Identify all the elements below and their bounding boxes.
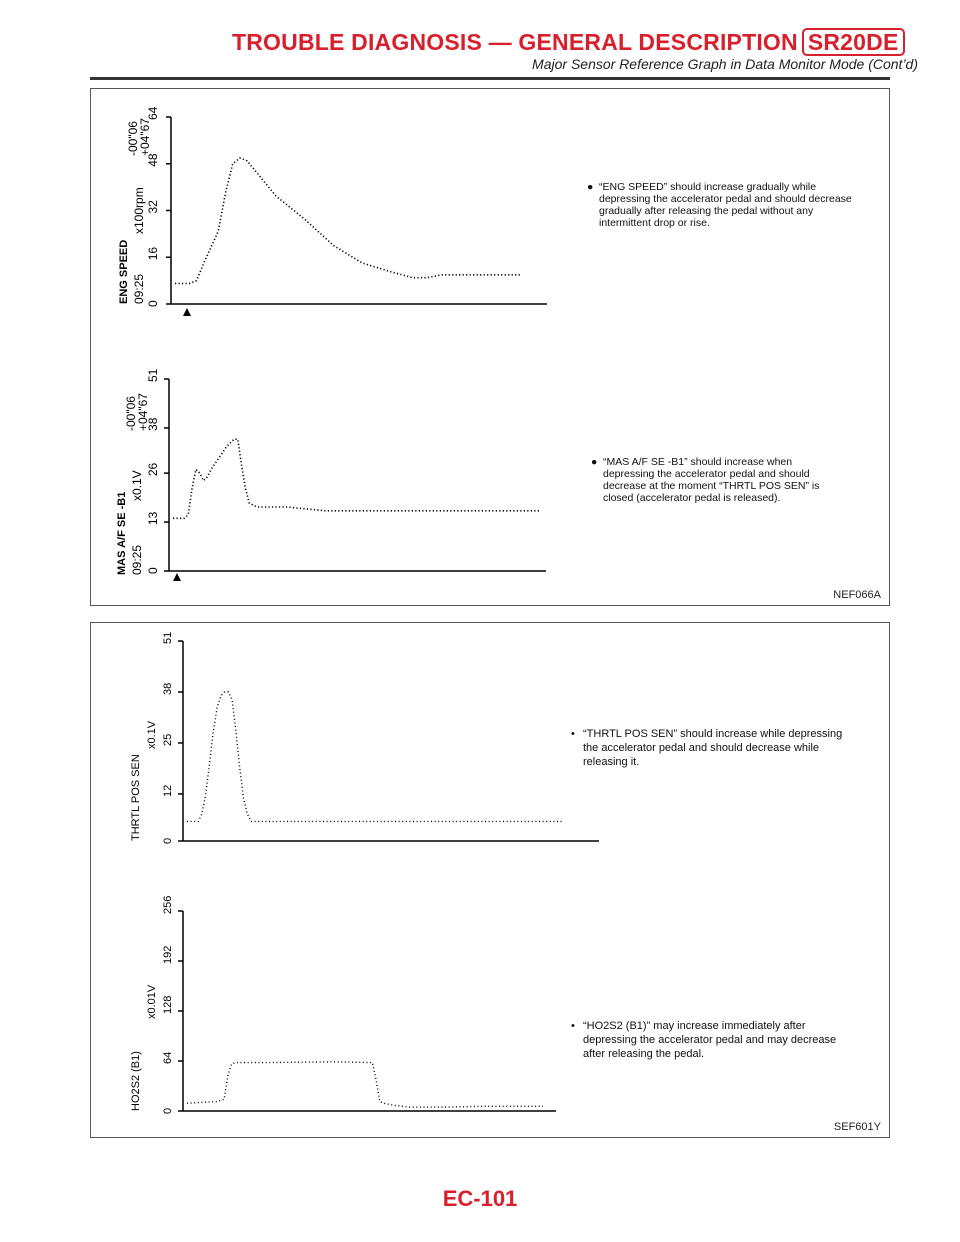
- y-tick-label: 48: [146, 153, 160, 167]
- throttle-name: THRTL POS SEN: [130, 754, 142, 841]
- y-tick-label: 0: [162, 1107, 174, 1114]
- model-badge: SR20DE: [802, 28, 905, 56]
- panel-2-graphs: [91, 623, 891, 1139]
- y-tick-label: 16: [146, 246, 160, 261]
- y-tick-label: 128: [162, 995, 174, 1014]
- graph-panel-nef066a: [90, 88, 890, 606]
- y-tick-label: 38: [162, 682, 174, 695]
- eng-speed-time-marker: [183, 308, 191, 316]
- bullet-icon: ●: [591, 456, 598, 468]
- maf-labels: [116, 368, 160, 575]
- maf-name: MAS A/F SE -B1: [116, 491, 128, 575]
- throttle-graph: [130, 632, 599, 844]
- bullet-icon: ●: [587, 181, 594, 193]
- ho2s2-trace: [187, 1062, 543, 1107]
- bullet-icon: •: [571, 728, 575, 740]
- ho2s2-labels: [130, 896, 174, 1114]
- throttle-labels: [130, 632, 174, 844]
- bullet-icon: •: [571, 1020, 575, 1032]
- eng-speed-name: ENG SPEED: [118, 239, 130, 304]
- section-title: TROUBLE DIAGNOSIS — GENERAL DESCRIPTION SR20DE: [232, 28, 905, 56]
- throttle-note: • “THRTL POS SEN” should increase while depressing the accelerator pedal and should decrease while releasing it.: [571, 728, 843, 768]
- maf-note: ● “MAS A/F SE -B1” should increase when depressing the accelerator pedal and should decrease at the moment “THRTL POS SEN” is closed (accelerator pedal is released).: [591, 456, 820, 504]
- y-tick-label: 0: [162, 837, 174, 844]
- maf-time-marker: [173, 573, 181, 581]
- y-tick-label: 64: [146, 106, 160, 120]
- eng-speed-trace: [175, 158, 521, 284]
- page-number: EC-101: [442, 1186, 518, 1211]
- ho2s2-graph: [130, 896, 556, 1114]
- section-subtitle: Major Sensor Reference Graph in Data Monitor Mode (Cont’d): [532, 56, 918, 72]
- figure-id: NEF066A: [833, 589, 881, 601]
- y-tick-label: 192: [162, 945, 174, 964]
- eng-speed-unit: x100rpm: [132, 187, 146, 234]
- header-divider: [90, 77, 890, 80]
- ho2s2-name: HO2S2 (B1): [130, 1051, 142, 1111]
- y-tick-label: 51: [146, 368, 160, 382]
- ho2s2-tick-labels: [162, 896, 174, 1114]
- y-tick-label: 0: [146, 567, 160, 574]
- maf-graph: [116, 368, 546, 581]
- maf-unit: x0.1V: [130, 470, 144, 501]
- ho2s2-note: • “HO2S2 (B1)” may increase immediately after depressing the accelerator pedal and may decrease after releasing the pedal.: [571, 1020, 837, 1060]
- y-tick-label: 256: [162, 895, 174, 914]
- eng-speed-note: ● “ENG SPEED” should increase gradually while depressing the accelerator pedal and should decrease gradually after releasing the pedal without any intermittent drop or rise.: [587, 181, 852, 229]
- y-tick-label: 32: [146, 200, 160, 214]
- eng-speed-readout-2: +04"67: [138, 118, 152, 156]
- eng-speed-time: 09:25: [132, 273, 146, 304]
- eng-speed-graph: [118, 106, 547, 316]
- y-tick-label: 0: [146, 300, 160, 307]
- y-tick-label: 12: [162, 784, 174, 797]
- maf-readout-2: +04"67: [136, 393, 150, 431]
- maf-time: 09:25: [130, 544, 144, 575]
- maf-trace: [173, 439, 539, 518]
- graph-panel-sef601y: [90, 622, 890, 1138]
- y-tick-label: 51: [162, 631, 174, 644]
- throttle-tick-labels: [162, 632, 174, 844]
- y-tick-label: 25: [162, 733, 174, 746]
- maf-readout-1: -00"06: [124, 396, 138, 431]
- eng-speed-readout-1: -00"06: [126, 121, 140, 156]
- y-tick-label: 26: [146, 462, 160, 477]
- figure-id: SEF601Y: [833, 1121, 881, 1133]
- ho2s2-unit: x0.01V: [146, 984, 158, 1019]
- eng-speed-labels: [118, 106, 160, 307]
- throttle-trace: [187, 692, 563, 821]
- y-tick-label: 38: [146, 417, 160, 431]
- y-tick-label: 13: [146, 511, 160, 526]
- y-tick-label: 64: [162, 1051, 174, 1064]
- panel-1-graphs: [91, 89, 891, 607]
- throttle-unit: x0.1V: [146, 720, 158, 749]
